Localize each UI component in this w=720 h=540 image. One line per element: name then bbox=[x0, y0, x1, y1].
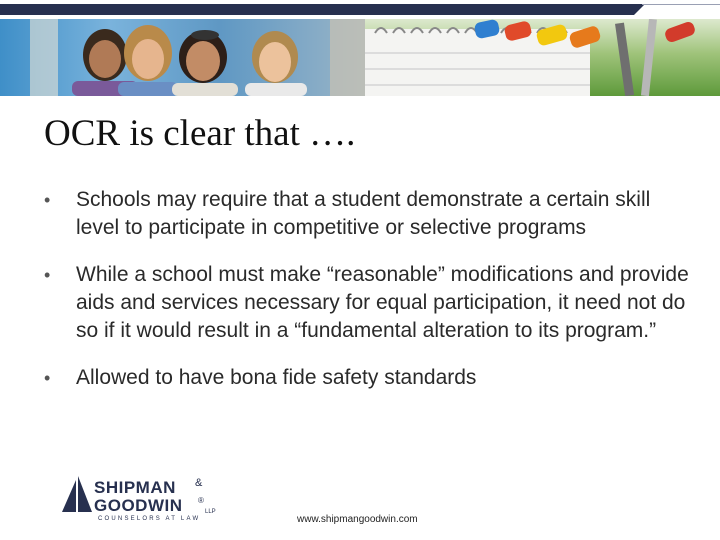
footer-url: www.shipmangoodwin.com bbox=[297, 514, 418, 525]
header-bar-accent-line bbox=[642, 4, 720, 5]
student-4 bbox=[245, 31, 307, 96]
logo-tagline: COUNSELORS AT LAW bbox=[98, 516, 201, 522]
header-bar-navy-stripe bbox=[0, 4, 660, 15]
header-bar bbox=[0, 0, 720, 19]
logo-registered-mark: ® bbox=[198, 496, 204, 505]
student-3 bbox=[172, 30, 238, 96]
student-2 bbox=[118, 25, 178, 96]
bullet-text: Schools may require that a student demonstrate a certain skill level to participate in competitive or selective programs bbox=[76, 188, 651, 239]
school-supplies-art bbox=[365, 19, 720, 96]
bullet-dot-icon: • bbox=[44, 368, 51, 388]
logo-llp: LLP bbox=[205, 509, 216, 515]
sail-logo-icon bbox=[58, 474, 94, 516]
bullet-list bbox=[44, 186, 694, 411]
header-bar-slant bbox=[630, 0, 720, 19]
shipman-goodwin-logo bbox=[58, 474, 228, 526]
bullet-dot-icon: • bbox=[44, 190, 51, 210]
logo-ampersand: & bbox=[195, 477, 203, 489]
school-supplies-photo bbox=[365, 19, 720, 96]
bullet-dot-icon: • bbox=[44, 265, 51, 285]
bullet-item bbox=[44, 364, 694, 392]
banner-image bbox=[0, 19, 720, 96]
students-photo-art bbox=[0, 19, 365, 96]
students-photo bbox=[0, 19, 365, 96]
bullet-text: Allowed to have bona fide safety standards bbox=[76, 366, 477, 389]
logo-name-line2: GOODWIN bbox=[94, 496, 183, 515]
slide-title: OCR is clear that …. bbox=[44, 113, 356, 154]
bullet-item bbox=[44, 186, 694, 242]
bullet-item bbox=[44, 261, 694, 345]
bullet-text: While a school must make “reasonable” modifications and provide aids and services necessary for equal participation, it need not do so if it would result in a “fundamental alteration to its program.” bbox=[76, 263, 689, 342]
logo-name-line1: SHIPMAN bbox=[94, 478, 176, 497]
